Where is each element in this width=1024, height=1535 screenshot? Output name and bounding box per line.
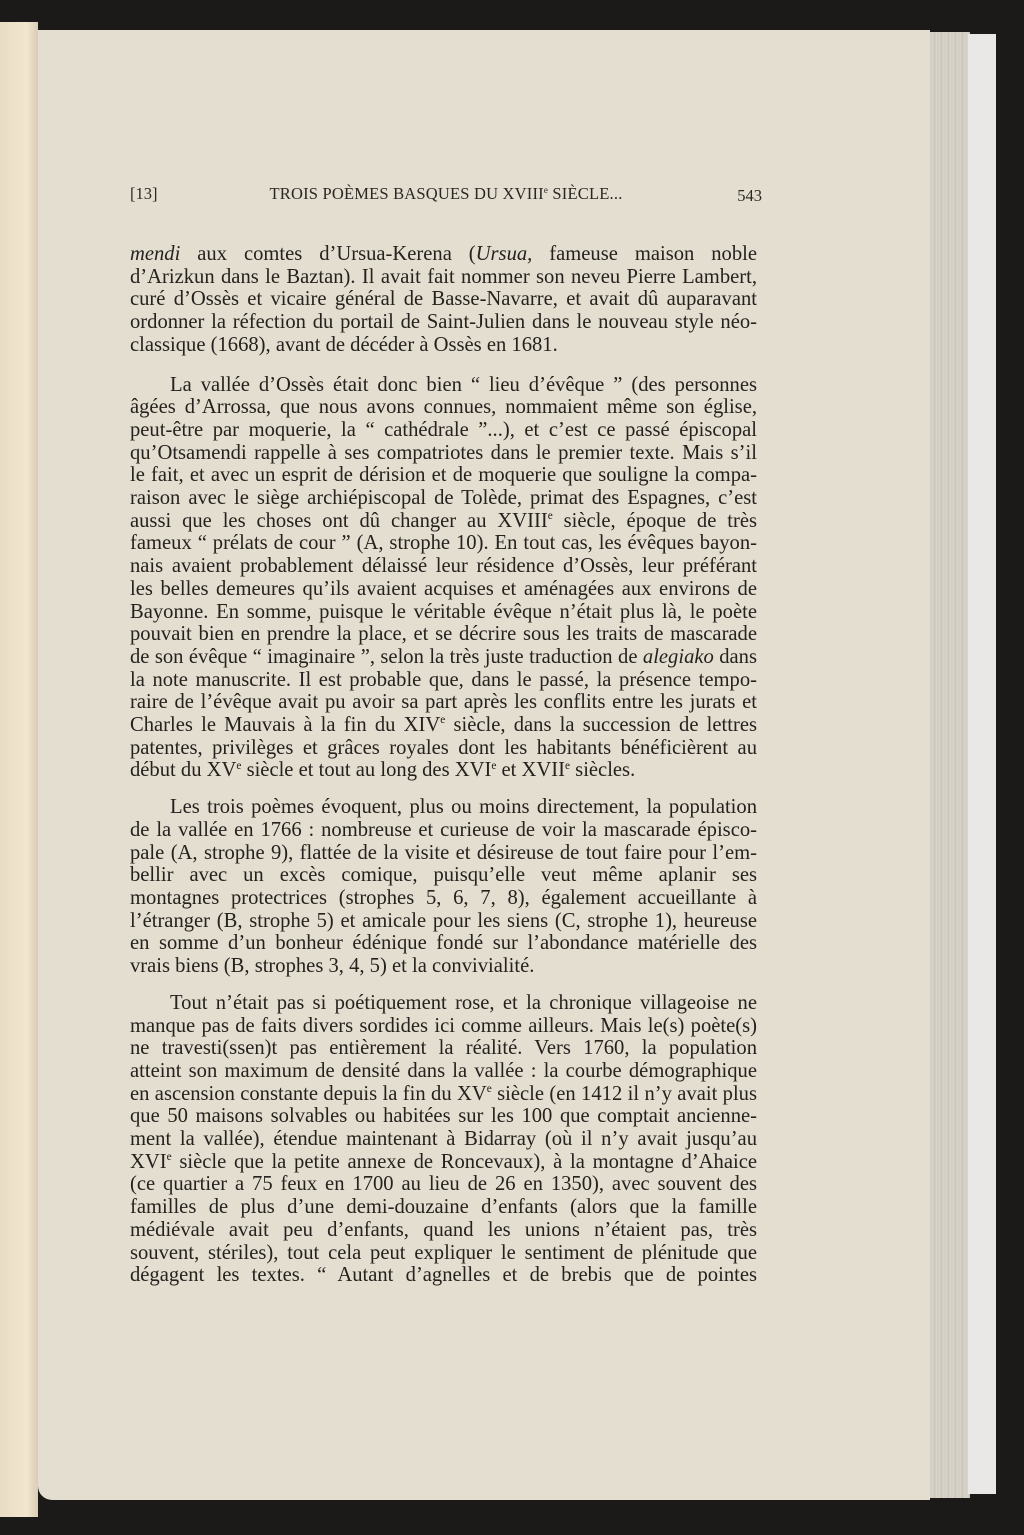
superscript: e <box>491 759 497 772</box>
running-title <box>130 184 762 204</box>
text-run: La vallée d’Ossès était donc bien “ lieu d’évêque ” (des personnes <box>170 373 757 396</box>
text-line <box>130 714 757 737</box>
text-line <box>130 669 757 692</box>
title-superscript: e <box>543 184 549 195</box>
text-line <box>130 1015 757 1038</box>
italic-term: mendi <box>130 243 181 265</box>
text-run: dégagent les textes. “ Autant d’agnelles et de brebis que de pointes <box>130 1264 757 1287</box>
italic-term: Ursua, <box>475 243 533 265</box>
text-run: en ascension constante depuis la fin du XV <box>130 1082 487 1105</box>
text-line <box>130 1083 757 1106</box>
text-line <box>130 601 757 624</box>
running-header <box>130 184 762 208</box>
text-line <box>130 1173 757 1196</box>
page-number: 543 <box>737 186 762 205</box>
text-run: ordonner la réfection du portail de Saint-Julien dans le nouveau style néo- <box>130 311 757 334</box>
text-run: âgées d’Arrossa, que nous avons connues, nommaient même son église, <box>130 396 757 419</box>
text-run: l’étranger (B, strophe 5) et amicale pour les siens (C, strophe 1), heureuse <box>130 909 757 932</box>
text-line <box>130 1037 757 1060</box>
text-line <box>130 623 757 646</box>
text-line <box>130 819 757 842</box>
text-run: fameux “ prélats de cour ” (A, strophe 10). En tout cas, les évêques bayon- <box>130 532 757 555</box>
text-line <box>130 1128 757 1151</box>
text-run: de la vallée en 1766 : nombreuse et curieuse de voir la mascarade épisco- <box>130 818 757 841</box>
text-line <box>130 887 757 910</box>
text-run: de son évêque “ imaginaire ”, selon la très juste traduction de <box>130 645 643 668</box>
superscript: e <box>565 759 571 772</box>
text-run: et XVII <box>496 759 565 782</box>
text-line <box>130 842 757 865</box>
text-run: siècle, dans la succession de lettres <box>445 714 757 737</box>
text-run: ment la vallée), étendue maintenant à Bidarray (où il n’y avait jusqu’au <box>130 1128 757 1151</box>
italic-term: alegiako <box>642 645 714 668</box>
text-run: XVI <box>130 1150 167 1173</box>
text-run: siècle et tout au long des XVI <box>241 759 492 782</box>
text-line <box>130 992 757 1015</box>
text-line <box>130 1196 757 1219</box>
text-line <box>130 864 757 887</box>
text-run: Bayonne. En somme, puisque le véritable évêque n’était plus là, le poète <box>130 600 757 623</box>
text-line <box>130 1060 757 1083</box>
title-text-end: SIÈCLE... <box>548 184 623 203</box>
text-line <box>130 578 757 601</box>
text-line <box>130 646 757 669</box>
text-run: (ce quartier a 75 feux en 1700 au lieu de 26 en 1350), avec souvent des <box>130 1173 757 1196</box>
text-line <box>130 419 757 442</box>
text-line <box>130 691 757 714</box>
text-run: siècles. <box>570 759 636 782</box>
text-run: Charles le Mauvais à la fin du XIV <box>130 714 441 737</box>
text-run: familles de plus d’une demi-douzaine d’enfants (alors que la famille <box>130 1196 757 1219</box>
superscript: e <box>166 1150 172 1163</box>
text-run: patentes, privilèges et grâces royales dont les habitants bénéficièrent au <box>130 736 757 759</box>
text-run: raire de l’évêque avait pu avoir sa part après les conflits entre les jurats et <box>130 691 757 714</box>
paragraph <box>130 992 757 1287</box>
text-run: Tout n’était pas si poétiquement rose, et la chronique villageoise ne <box>170 991 757 1014</box>
text-line <box>130 374 757 397</box>
last-leaf-edge <box>968 34 996 1494</box>
text-line <box>130 442 757 465</box>
text-line <box>130 311 757 334</box>
text-run: siècle, époque de très <box>552 509 757 532</box>
text-run: aussi que les choses ont dû changer au XVIII <box>130 509 548 532</box>
text-run: dans <box>713 645 757 668</box>
text-line <box>130 955 757 978</box>
text-line <box>130 1151 757 1174</box>
text-line <box>130 487 757 510</box>
text-line <box>130 510 757 533</box>
text-run: siècle (en 1412 il n’y avait plus <box>491 1082 757 1105</box>
title-text: TROIS POÈMES BASQUES DU XVIII <box>269 184 544 203</box>
body-text <box>130 243 757 1301</box>
text-line <box>130 796 757 819</box>
text-line <box>130 396 757 419</box>
text-line <box>130 1264 757 1287</box>
text-run: atteint son maximum de densité dans la vallée : la courbe démographique <box>130 1059 757 1082</box>
text-run: aux comtes d’Ursua-Kerena ( <box>180 243 476 265</box>
text-line <box>130 910 757 933</box>
text-run: souvent, stériles), tout cela peut expliquer le sentiment de plénitude que <box>130 1241 757 1264</box>
superscript: e <box>547 509 553 522</box>
text-line <box>130 759 757 782</box>
left-page-edge <box>0 22 38 1517</box>
text-run: raison avec le siège archiépiscopal de Tolède, primat des Espagnes, c’est <box>130 487 757 510</box>
text-run: vrais biens (B, strophes 3, 4, 5) et la convivialité. <box>130 955 535 978</box>
text-run: fameuse maison noble <box>532 243 758 265</box>
text-line <box>130 532 757 555</box>
text-line <box>130 737 757 760</box>
text-run: nais avaient probablement délaissé leur résidence d’Ossès, leur préférant <box>130 555 757 578</box>
text-line <box>130 334 757 357</box>
text-line <box>130 932 757 955</box>
text-run: le fait, et avec un esprit de dérision et de moquerie que souligne la compa- <box>130 464 757 487</box>
text-line <box>130 266 757 289</box>
text-line <box>130 1242 757 1265</box>
superscript: e <box>440 714 446 727</box>
text-run: manque pas de faits divers sordides ici comme ailleurs. Mais le(s) poète(s) <box>130 1014 757 1037</box>
paragraph <box>130 243 757 357</box>
paragraph <box>130 374 757 783</box>
text-run: curé d’Ossès et vicaire général de Basse-Navarre, et avait dû auparavant <box>130 288 757 311</box>
text-line <box>130 1219 757 1242</box>
text-run: siècle que la petite annexe de Roncevaux), à la montagne d’Ahaice <box>171 1150 757 1173</box>
text-run: Les trois poèmes évoquent, plus ou moins directement, la population <box>170 796 757 819</box>
text-line <box>130 1105 757 1128</box>
text-run: que 50 maisons solvables ou habitées sur les 100 que comptait ancienne- <box>130 1105 757 1128</box>
text-run: médiévale avait peu d’enfants, quand les unions n’étaient pas, très <box>130 1218 757 1241</box>
text-run: pale (A, strophe 9), flattée de la visite et désireuse de tout faire pour l’em- <box>130 841 757 864</box>
page-stack-edges <box>930 32 970 1498</box>
text-run: montagnes protectrices (strophes 5, 6, 7, 8), également accueillante à <box>130 886 757 909</box>
superscript: e <box>236 759 242 772</box>
paragraph <box>130 796 757 978</box>
section-number: [13] <box>130 184 158 203</box>
text-run: les belles demeures qu’ils avaient acquises et aménagées aux environs de <box>130 577 757 600</box>
text-run: en somme d’un bonheur édénique fondé sur l’abondance matérielle des <box>130 932 757 955</box>
text-run: la note manuscrite. Il est probable que, dans le passé, la présence tempo- <box>130 668 757 691</box>
text-run: d’Arizkun dans le Baztan). Il avait fait nommer son neveu Pierre Lambert, <box>130 265 757 288</box>
text-line <box>130 243 757 266</box>
text-run: pouvait bien en prendre la place, et se décrire sous les traits de mascarade <box>130 623 757 646</box>
text-run: bellir avec un excès comique, puisqu’elle veut même aplanir ses <box>130 864 757 887</box>
text-line <box>130 555 757 578</box>
text-run: début du XV <box>130 759 237 782</box>
text-run: classique (1668), avant de décéder à Ossès en 1681. <box>130 333 558 356</box>
text-run: qu’Otsamendi rappelle à ses compatriotes dans le premier texte. Mais s’il <box>130 441 757 464</box>
superscript: e <box>486 1082 492 1095</box>
text-run: peut-être par moquerie, la “ cathédrale ”...), et c’est ce passé épiscopal <box>130 418 757 441</box>
text-run: ne travesti(ssen)t pas entièrement la réalité. Vers 1760, la population <box>130 1037 757 1060</box>
text-line <box>130 288 757 311</box>
text-line <box>130 464 757 487</box>
